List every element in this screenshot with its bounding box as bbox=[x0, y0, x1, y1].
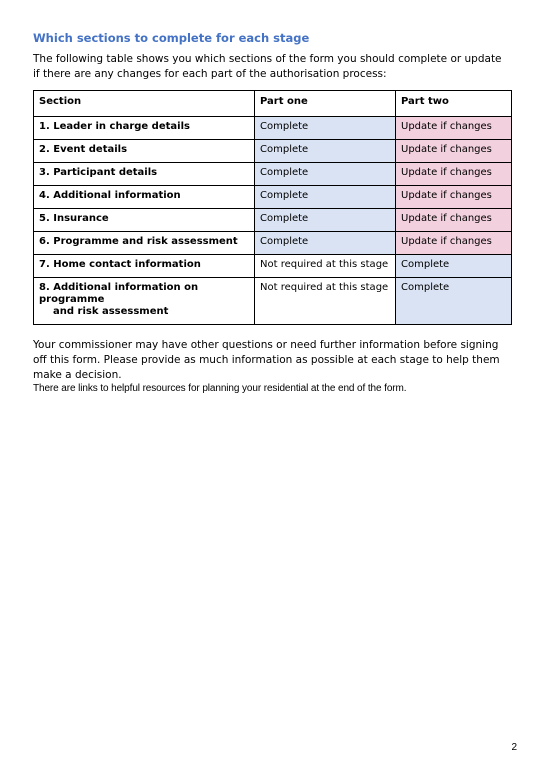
table-row bbox=[34, 255, 512, 278]
section-cell: 4. Additional information bbox=[34, 186, 255, 209]
part-two-cell: Update if changes bbox=[396, 209, 512, 232]
section-cell-line-2: and risk assessment bbox=[53, 306, 169, 317]
part-one-cell: Not required at this stage bbox=[255, 278, 396, 325]
section-cell: 2. Event details bbox=[34, 140, 255, 163]
section-cell: 5. Insurance bbox=[34, 209, 255, 232]
table-row bbox=[34, 186, 512, 209]
section-cell: 3. Participant details bbox=[34, 163, 255, 186]
section-cell: 7. Home contact information bbox=[34, 255, 255, 278]
part-two-cell: Update if changes bbox=[396, 232, 512, 255]
part-two-cell: Update if changes bbox=[396, 186, 512, 209]
part-two-cell: Complete bbox=[396, 278, 512, 325]
table-row bbox=[34, 232, 512, 255]
header-part-one: Part one bbox=[255, 91, 396, 117]
intro-paragraph: The following table shows you which sections of the form you should complete or update if there are any changes for each part of the authorisation process: bbox=[33, 53, 502, 80]
commissioner-paragraph: Your commissioner may have other questions or need further information before signing off this form. Please provide as much information as possible at each stage to help them make a decision. bbox=[33, 339, 500, 381]
part-one-cell: Complete bbox=[255, 209, 396, 232]
sections-table bbox=[33, 90, 512, 325]
part-one-cell: Complete bbox=[255, 140, 396, 163]
section-cell: 6. Programme and risk assessment bbox=[34, 232, 255, 255]
section-cell: 1. Leader in charge details bbox=[34, 117, 255, 140]
part-one-cell: Complete bbox=[255, 186, 396, 209]
part-two-cell: Update if changes bbox=[396, 163, 512, 186]
section-cell bbox=[34, 278, 255, 325]
part-one-cell: Not required at this stage bbox=[255, 255, 396, 278]
table-row bbox=[34, 140, 512, 163]
table-row bbox=[34, 163, 512, 186]
part-two-cell: Update if changes bbox=[396, 117, 512, 140]
header-part-two: Part two bbox=[396, 91, 512, 117]
resources-paragraph: There are links to helpful resources for planning your residential at the end of the form. bbox=[33, 383, 407, 394]
part-one-cell: Complete bbox=[255, 163, 396, 186]
header-section: Section bbox=[34, 91, 255, 117]
part-one-cell: Complete bbox=[255, 232, 396, 255]
part-two-cell: Complete bbox=[396, 255, 512, 278]
table-row bbox=[34, 117, 512, 140]
section-cell-line-1: 8. Additional information on programme bbox=[39, 282, 199, 305]
part-two-cell: Update if changes bbox=[396, 140, 512, 163]
part-one-cell: Complete bbox=[255, 117, 396, 140]
section-heading: Which sections to complete for each stage bbox=[33, 31, 310, 45]
table-row bbox=[34, 278, 512, 325]
table-header-row bbox=[34, 91, 512, 117]
table-row bbox=[34, 209, 512, 232]
page-number: 2 bbox=[511, 742, 517, 753]
